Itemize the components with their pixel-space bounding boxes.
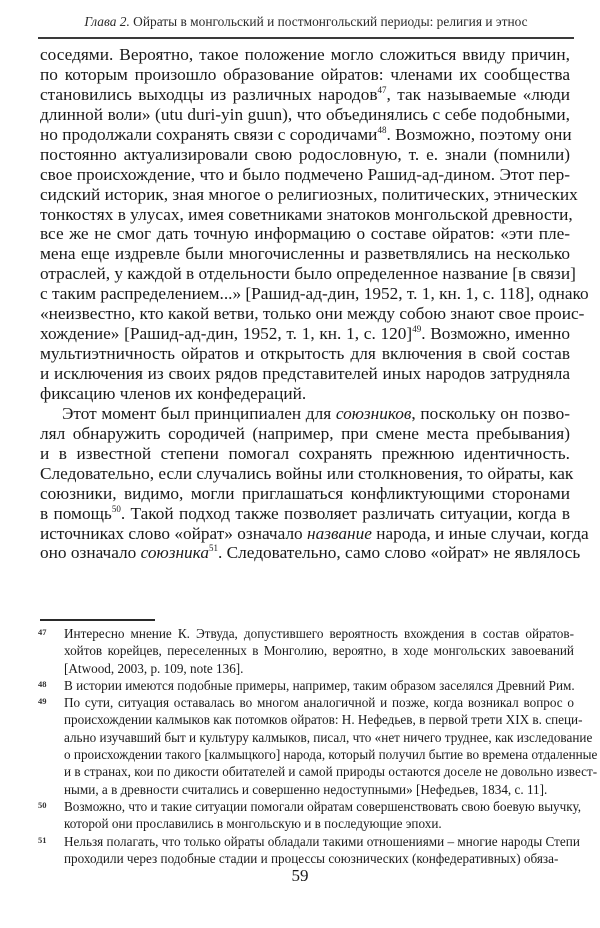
footnote-47 xyxy=(40,625,574,677)
text-line xyxy=(40,444,570,464)
text-line xyxy=(40,504,570,524)
text-segment: союзники, видимо, могли приглашаться конфликтующими сторонами xyxy=(40,483,570,503)
text-line xyxy=(40,324,570,344)
text-line xyxy=(40,404,570,424)
text-line xyxy=(40,204,573,225)
emphasis: название xyxy=(307,523,372,543)
text-line xyxy=(40,304,585,324)
emphasis: союзника xyxy=(140,543,209,563)
text-line xyxy=(40,344,570,364)
text-line xyxy=(40,224,570,244)
page-number: 59 xyxy=(291,866,309,885)
footnote-line: Интересно мнение К. Этвуда, допустившего вероятность вхождения в состав ойратов- xyxy=(64,626,574,641)
text-segment: в помощь xyxy=(40,503,112,523)
footnote-51 xyxy=(38,833,580,868)
footnote-49 xyxy=(38,694,598,798)
text-segment: отраслей, у каждой в отдельности было определенное название [в связи] xyxy=(40,264,576,284)
text-line xyxy=(40,364,570,384)
footnote-number: 51 xyxy=(38,834,47,845)
text-segment: . Такой подход также позволяет различать ситуации, когда в xyxy=(120,503,570,523)
footnotes xyxy=(38,625,598,867)
text-segment: . Следовательно, само слово «ойрат» не являлось xyxy=(217,543,581,563)
text-line xyxy=(40,165,570,185)
text-line xyxy=(40,264,576,284)
text-segment: источниках слово «ойрат» означало xyxy=(40,523,308,543)
footnote-line: проходили через подобные стадии и процессы союзнических (конфедеративных) обяза- xyxy=(64,850,559,866)
footnote-line: хойтов корейцев, переселенных в Монголию, вероятно, в ходе монгольских завоеваний xyxy=(64,643,574,659)
text-line xyxy=(40,463,574,484)
header-rule xyxy=(38,37,574,39)
text-line xyxy=(40,543,581,563)
footnote-number: 50 xyxy=(38,799,47,810)
emphasis: союзников xyxy=(335,403,412,423)
text-segment: по которым произошло образование ойратов: членами их сообщества xyxy=(40,64,570,84)
text-segment: длинной воли» (utu duri-yin guun), что объединялись с себе подобными, xyxy=(40,104,570,124)
text-segment: оно означало xyxy=(40,543,141,563)
footnote-line: Возможно, что и такие ситуации помогали ойратам совершенствовать свою боевую выучку, xyxy=(64,798,582,814)
text-segment: все же не смог дать точную информацию о составе ойратов: «эти пле- xyxy=(40,224,570,244)
text-segment: сидский историк, зная многое о религиозных, политических, этнических xyxy=(40,184,578,204)
footnote-separator xyxy=(40,619,155,621)
footnote-ref: 50 xyxy=(111,503,121,514)
text-segment: хождение» [Рашид-ад-дин, 1952, т. 1, кн. 1, с. 120] xyxy=(40,324,413,344)
footnote-line: [Atwood, 2003, p. 109, note 136]. xyxy=(64,660,244,676)
text-segment: и в известной степени помогал сохранять прежнюю идентичность. xyxy=(40,443,570,463)
text-line xyxy=(40,184,578,205)
text-line xyxy=(40,384,570,404)
footnote-number: 47 xyxy=(38,627,47,637)
text-line xyxy=(40,105,570,125)
footnote-50 xyxy=(38,798,582,833)
text-line xyxy=(40,284,589,304)
text-line xyxy=(40,65,570,85)
text-line xyxy=(40,424,570,444)
footnote-ref: 49 xyxy=(412,324,422,335)
text-segment: . Возможно, поэтому они xyxy=(386,124,572,144)
text-line xyxy=(40,85,570,105)
text-line xyxy=(40,244,570,264)
footnote-line: и в странах, кои по дикости обитателей и самой природы остаются доселе не довольно извест- xyxy=(64,764,598,780)
text-line xyxy=(40,45,570,65)
text-segment: мена еще издревле были многочисленны и разветвлялись на несколько xyxy=(40,244,570,264)
footnote-number: 49 xyxy=(38,696,47,707)
text-segment: лял обнаружить сородичей (например, при смене места пребывания) xyxy=(40,423,570,443)
footnote-48 xyxy=(40,677,574,694)
footnote-ref: 51 xyxy=(208,543,218,554)
footnote-line: В истории имеются подобные примеры, например, таким образом заселялся Древний Рим. xyxy=(64,677,575,693)
chapter-label: Глава 2. xyxy=(84,14,130,29)
text-line xyxy=(40,523,589,544)
text-segment: становились выходцы из различных народов xyxy=(40,84,378,104)
footnote-ref: 48 xyxy=(377,124,387,135)
text-segment: мультиэтничность ойратов и открытость для включения в свой состав xyxy=(40,344,570,364)
main-text xyxy=(40,45,589,563)
text-segment: Следовательно, если случались войны или столкновения, то ойраты, как xyxy=(40,463,574,483)
text-segment: тонкостях в улусах, имея советниками знатоков монгольской древности, xyxy=(40,204,573,224)
running-head xyxy=(40,14,572,30)
footnote-line: Нельзя полагать, что только ойраты обладали такими отношениями – многие народы Степи xyxy=(64,833,580,849)
chapter-title: Ойраты в монгольский и постмонгольский периоды: религия и этнос xyxy=(129,14,528,29)
text-segment: с таким распределением...» [Рашид-ад-дин, 1952, т. 1, кн. 1, с. 118], однако xyxy=(40,284,589,304)
text-segment: фиксацию членов их конфедераций. xyxy=(40,383,307,403)
text-line xyxy=(40,145,570,165)
text-segment: и исключения из своих рядов представителей иных народов затрудняла xyxy=(40,364,570,383)
footnote-line: которой они прославились в монгольскую и в последующие эпохи. xyxy=(64,816,442,832)
text-line xyxy=(40,125,570,145)
text-segment: Этот момент был принципиален для xyxy=(62,403,336,423)
text-segment: . Возможно, именно xyxy=(421,324,570,344)
text-segment: «неизвестно, кто какой ветви, только они между собою знают свое проис- xyxy=(40,304,585,324)
footnote-ref: 47 xyxy=(377,84,387,95)
text-segment: , так называемые «люди xyxy=(386,84,570,104)
footnote-line: ально изучавший быт и культуру калмыков, писал, что «нет ничего труднее, как изследование xyxy=(64,729,593,745)
text-segment: соседями. Вероятно, такое положение могло сложиться ввиду причин, xyxy=(40,45,570,64)
footnote-line: ными, а в древности считались и совершенно недоступными» [Нефедьев, 1834, с. 11]. xyxy=(64,781,548,797)
footnote-line: По сути, ситуация оставалась во многом аналогичной и позже, когда возникал вопрос о xyxy=(64,695,574,711)
text-segment: свое происхождение, что и было подмечено Рашид-ад-дином. Этот пер- xyxy=(40,164,570,184)
text-line xyxy=(40,484,570,504)
text-segment: народа, и иные случаи, когда xyxy=(371,523,589,543)
text-segment: но продолжали сохранять связи с сородичами xyxy=(40,124,378,144)
text-segment: , поскольку он позво- xyxy=(411,403,570,423)
footnote-line: происхождении калмыков как потомков ойратов: Н. Нефедьев, в первой трети XIX в. специ- xyxy=(64,712,583,728)
text-segment: постоянно актуализировали свою родословную, т. е. знали (помнили) xyxy=(40,144,570,164)
footnote-line: о происхождении такого [калмыцкого] народа, который получил бытие во времена отдаленные xyxy=(64,747,598,763)
footnote-number: 48 xyxy=(38,678,47,689)
